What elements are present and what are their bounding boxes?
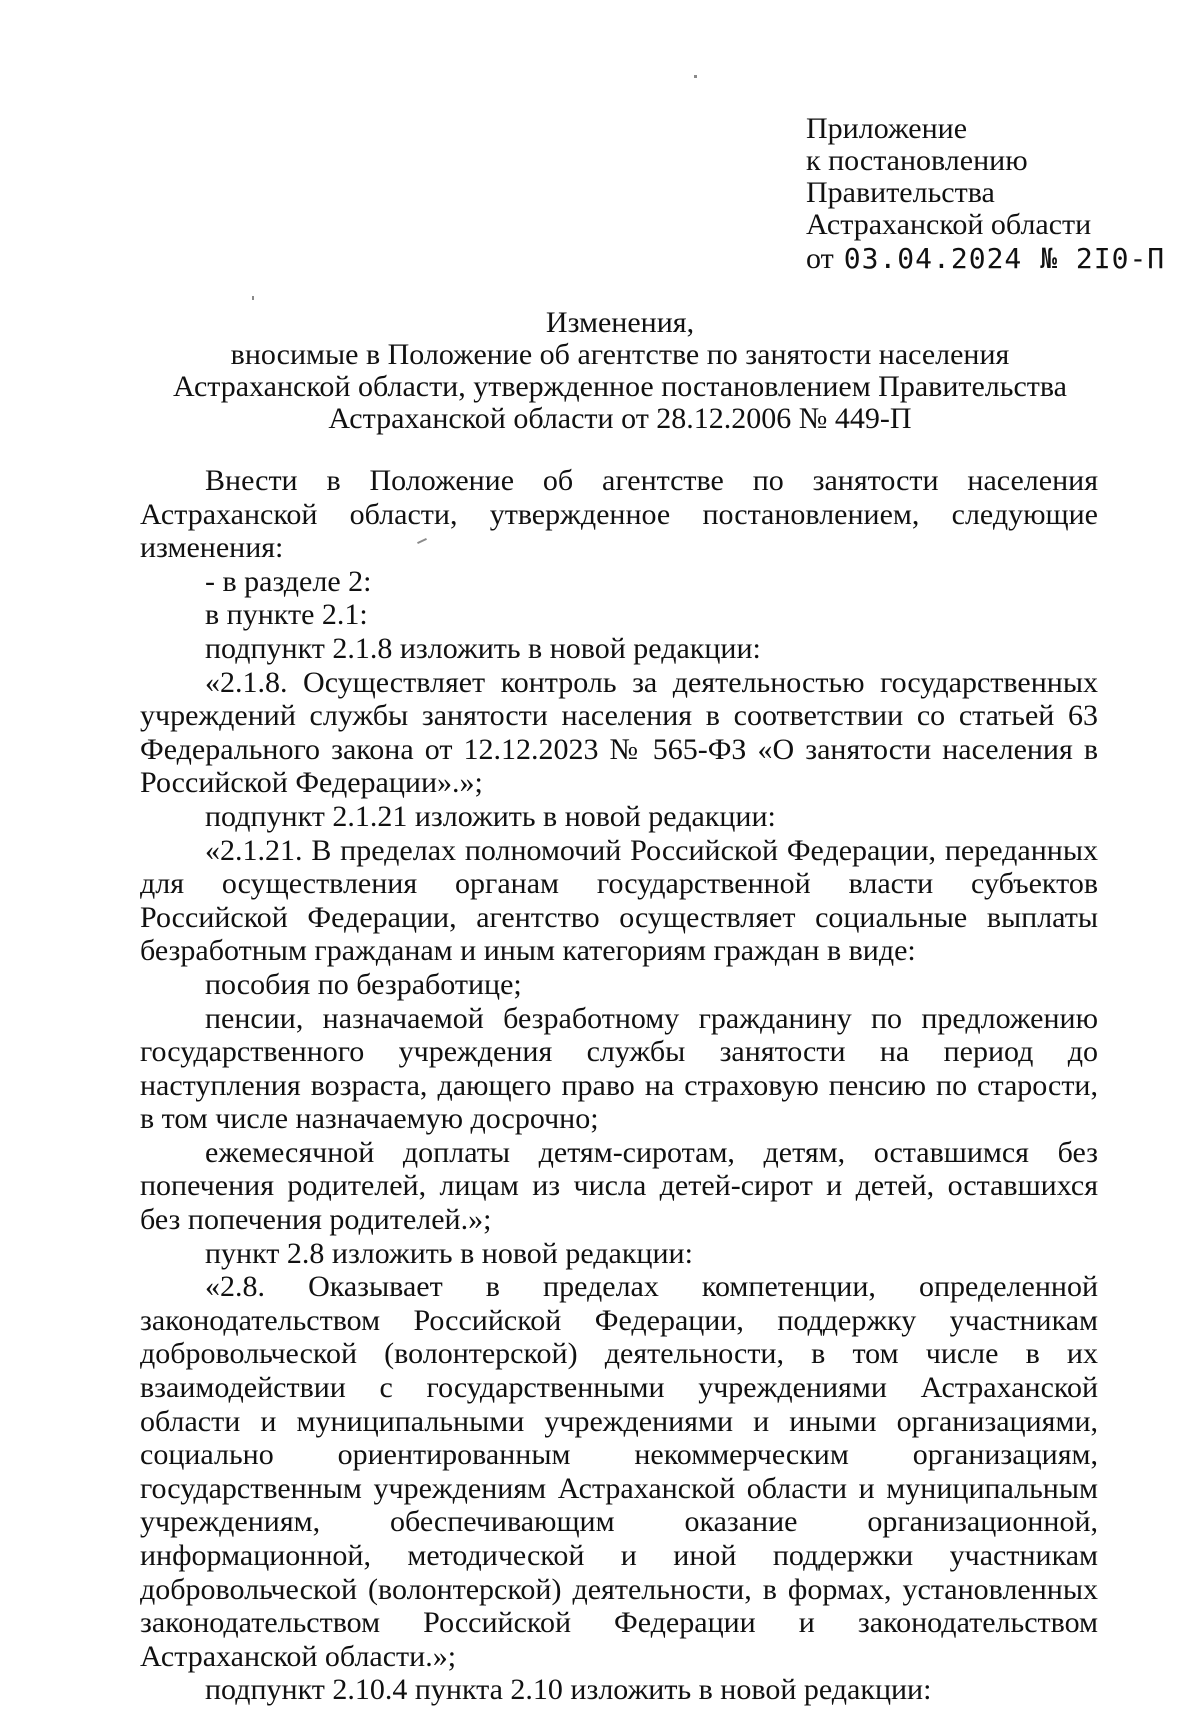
body-paragraph: пособия по безработице;	[205, 967, 522, 1001]
body-paragraph: ежемесячной доплаты детям-сиротам, детям, оставшимся без попечения родителей, лицам из числа детей-сирот и детей, оставшихся без попечения родителей.»;	[140, 1135, 1098, 1237]
title-line: вносимые в Положение об агентстве по занятости населения	[230, 338, 1010, 371]
scan-mark	[252, 296, 254, 300]
body-paragraph: «2.1.8. Осуществляет контроль за деятельностью государственных учреждений службы занятости населения в соответствии со статьей 63 Федерального закона от 12.12.2023 № 565-ФЗ «О занятости населения в Российской Федерации».»;	[140, 665, 1098, 800]
body-paragraph: пенсии, назначаемой безработному гражданину по предложению государственного учреждения службы занятости на период до наступления возраста, дающего право на страховую пенсию по старости, в том числе назначаемую досрочно;	[140, 1001, 1098, 1136]
appendix-header	[806, 113, 1165, 275]
body-paragraph: «2.8. Оказывает в пределах компетенции, определенной законодательством Российской Федерации, поддержку участникам добровольческой (волонтерской) деятельности, в том числе в их взаимодействии с государственными учреждениями Астраханской области и муниципальными учреждениями и иными организациями, социально ориентированным некоммерческим организациям, государственным учреждениям Астраханской области и муниципальным учреждениям, обеспечивающим оказание организационной, информационной, методической и иной поддержки участникам добровольческой (волонтерской) деятельности, в формах, установленных законодательством Российской Федерации и законодательством Астраханской области.»;	[140, 1270, 1098, 1673]
document-title	[140, 307, 1100, 435]
appendix-line: к постановлению	[806, 144, 1028, 177]
title-line: Астраханской области, утвержденное постановлением Правительства	[173, 370, 1067, 403]
body-paragraph: «2.1.21. В пределах полномочий Российской Федерации, переданных для осуществления органам государственной власти субъектов Российской Федерации, агентство осуществляет социальные выплаты безработным гражданам и иным категориям граждан в виде:	[140, 833, 1098, 968]
title-line: Астраханской области от 28.12.2006 № 449-П	[328, 402, 912, 435]
body-paragraph: в пункте 2.1:	[205, 598, 368, 632]
scan-mark	[694, 75, 697, 78]
body-paragraph: подпункт 2.1.21 изложить в новой редакции:	[205, 799, 776, 833]
appendix-line: Приложение	[806, 112, 968, 145]
date-stamp: 03.04.2024 № 2I0-П	[843, 242, 1166, 275]
appendix-line: Астраханской области	[806, 208, 1092, 241]
body-paragraph: Внести в Положение об агентстве по занятости населения Астраханской области, утвержденное постановлением, следующие изменения:	[140, 464, 1098, 565]
body-paragraph: подпункт 2.1.8 изложить в новой редакции:	[205, 631, 761, 665]
appendix-line: Правительства	[806, 176, 995, 209]
date-prefix: от	[806, 242, 834, 275]
document-body	[140, 464, 1098, 1707]
appendix-date-line	[806, 243, 1165, 275]
body-paragraph: - в разделе 2:	[205, 564, 372, 598]
body-paragraph: пункт 2.8 изложить в новой редакции:	[205, 1236, 693, 1270]
body-paragraph: подпункт 2.10.4 пункта 2.10 изложить в новой редакции:	[205, 1673, 932, 1707]
title-line: Изменения,	[545, 306, 695, 339]
